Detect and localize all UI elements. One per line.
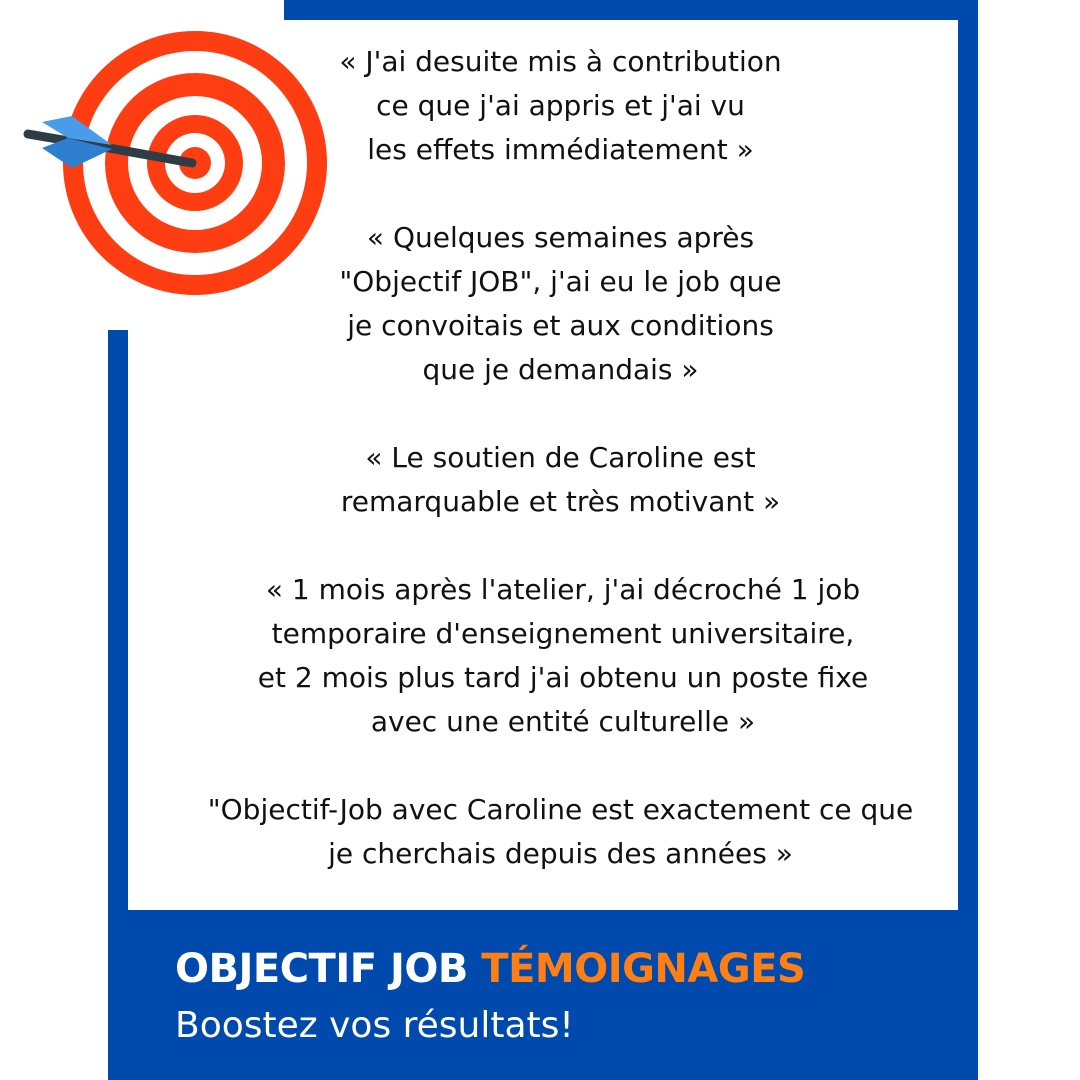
footer-title: [175, 946, 935, 992]
testimonials-list: [128, 40, 958, 890]
frame-top-gap: [108, 0, 284, 20]
footer-title-accent: TÉMOIGNAGES: [481, 946, 806, 992]
testimonial-quote-2: « Quelques semaines après "Objectif JOB", j'ai eu le job que je convoitais et aux conditions que je demandais »: [339, 221, 782, 386]
footer-title-main: OBJECTIF JOB: [175, 946, 468, 992]
testimonial-quote-4: « 1 mois après l'atelier, j'ai décroché 1 job temporaire d'enseignement universitaire, et 2 mois plus tard j'ai obtenu un poste fixe avec une entité culturelle »: [257, 573, 869, 738]
testimonial-quote-1: « J'ai desuite mis à contribution ce que j'ai appris et j'ai vu les effets immédiatement »: [339, 45, 782, 166]
footer-subtitle: Boostez vos résultats!: [175, 1005, 574, 1046]
testimonial-quote-5: "Objectif-Job avec Caroline est exactement ce que je cherchais depuis des années »: [207, 793, 914, 870]
testimonial-quote-3: « Le soutien de Caroline est remarquable et très motivant »: [340, 441, 781, 518]
